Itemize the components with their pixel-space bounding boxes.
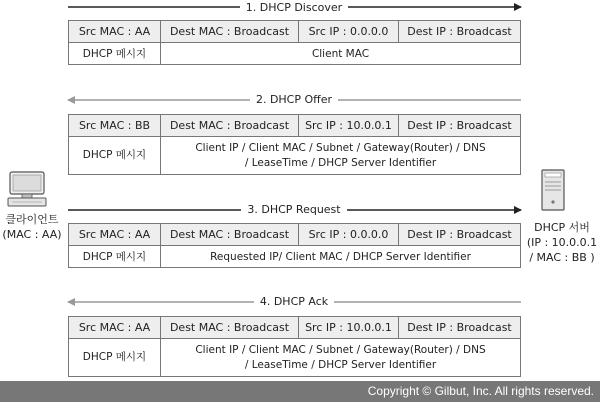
message-line: Client MAC	[311, 47, 370, 60]
client-label	[0, 212, 64, 242]
step-title-discover: 1. DHCP Discover	[66, 0, 522, 16]
ack-packet-table	[68, 316, 521, 377]
dest-mac-cell: Dest MAC : Broadcast	[161, 224, 299, 246]
server-icon	[542, 170, 564, 210]
step-title-offer: 2. DHCP Offer	[66, 92, 522, 108]
dhcp-message-content	[161, 339, 521, 377]
src-ip-cell: Src IP : 10.0.0.1	[299, 115, 399, 137]
src-ip-cell: Src IP : 10.0.0.1	[299, 317, 399, 339]
dhcp-message-label: DHCP 메시지	[69, 339, 161, 377]
message-line: Client IP / Client MAC / Subnet / Gateway(Router) / DNS	[195, 343, 486, 356]
dest-ip-cell: Dest IP : Broadcast	[399, 21, 521, 43]
dest-ip-cell: Dest IP : Broadcast	[399, 224, 521, 246]
client-computer-icon	[8, 172, 46, 206]
dest-mac-cell: Dest MAC : Broadcast	[161, 317, 299, 339]
server-label	[524, 220, 600, 265]
message-line: / LeaseTime / DHCP Server Identifier	[244, 156, 437, 169]
step-title-request: 3. DHCP Request	[66, 202, 522, 218]
client-name: 클라이언트	[5, 213, 59, 226]
message-line: / LeaseTime / DHCP Server Identifier	[244, 358, 437, 371]
src-ip-cell: Src IP : 0.0.0.0	[299, 224, 399, 246]
dhcp-message-label: DHCP 메시지	[69, 137, 161, 175]
dhcp-message-content	[161, 137, 521, 175]
src-mac-cell: Src MAC : BB	[69, 115, 161, 137]
message-line: Client IP / Client MAC / Subnet / Gateway(Router) / DNS	[195, 141, 486, 154]
src-mac-cell: Src MAC : AA	[69, 224, 161, 246]
dhcp-message-label: DHCP 메시지	[69, 246, 161, 268]
step-title-ack: 4. DHCP Ack	[66, 294, 522, 310]
dhcp-message-content	[161, 246, 521, 268]
discover-packet-table	[68, 20, 521, 65]
request-packet-table	[68, 223, 521, 268]
server-ip: (IP : 10.0.0.1	[526, 236, 598, 249]
dest-mac-cell: Dest MAC : Broadcast	[161, 115, 299, 137]
copyright-footer: Copyright © Gilbut, Inc. All rights reserved.	[0, 381, 600, 402]
server-mac: / MAC : BB )	[529, 251, 595, 264]
offer-packet-table	[68, 114, 521, 175]
src-ip-cell: Src IP : 0.0.0.0	[299, 21, 399, 43]
message-line: Requested IP/ Client MAC / DHCP Server Identifier	[210, 250, 471, 263]
src-mac-cell: Src MAC : AA	[69, 21, 161, 43]
dest-ip-cell: Dest IP : Broadcast	[399, 115, 521, 137]
server-name: DHCP 서버	[534, 221, 590, 234]
src-mac-cell: Src MAC : AA	[69, 317, 161, 339]
dest-ip-cell: Dest IP : Broadcast	[399, 317, 521, 339]
client-mac: (MAC : AA)	[2, 228, 62, 241]
dest-mac-cell: Dest MAC : Broadcast	[161, 21, 299, 43]
dhcp-message-label: DHCP 메시지	[69, 43, 161, 65]
dhcp-message-content	[161, 43, 521, 65]
